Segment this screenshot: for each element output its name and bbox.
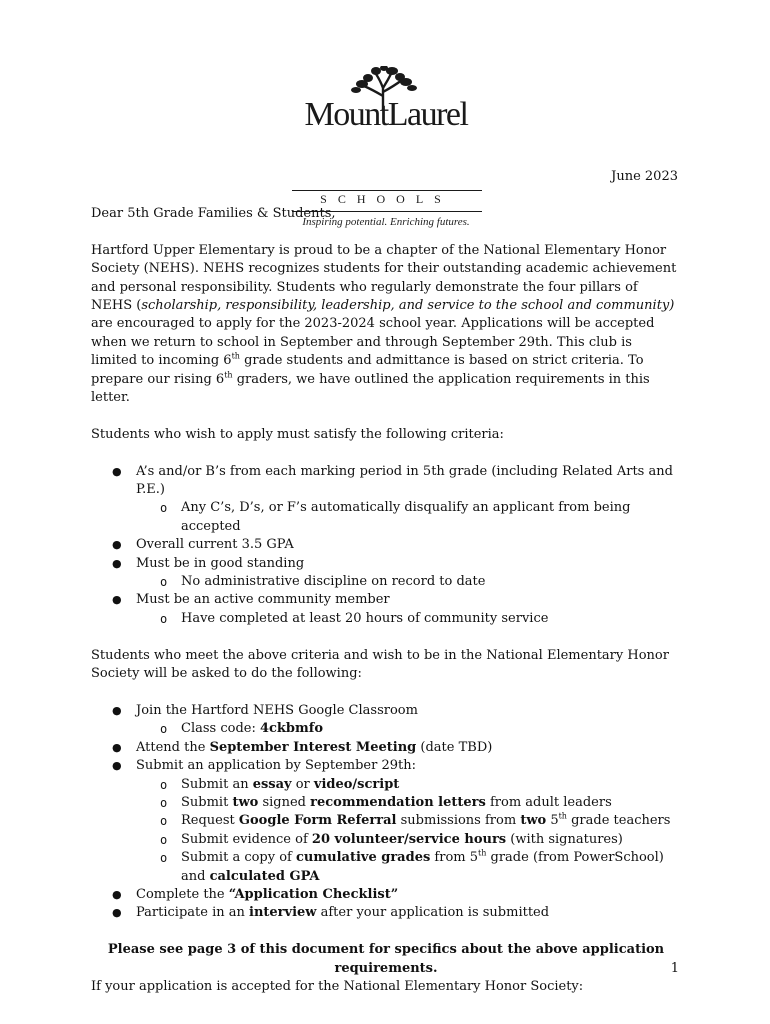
list-item-text: Attend the [136,739,210,755]
criteria-list [91,463,681,629]
logo-tagline: Inspiring potential. Enriching futures. [302,216,470,228]
superscript: th [224,370,233,380]
bold-text: video/script [313,776,400,792]
list-item-text: Class code: [181,721,260,737]
bullet-icon: ● [112,740,122,754]
bullet-icon: ● [112,703,122,717]
list-item [91,591,681,609]
list-item [91,610,681,628]
superscript: th [231,351,240,361]
list-item [91,776,681,794]
list-item-text: Complete the [136,886,229,902]
sub-bullet-icon: o [160,851,168,866]
list-item [91,555,681,573]
logo-wordmark: MountLaurel [304,96,468,133]
list-item-text: A’s and/or B’s from each marking period in 5th grade (including Related Arts and P.E.) [136,463,673,498]
list-item-text: Request [181,813,239,829]
criteria-intro: Students who wish to apply must satisfy the following criteria: [91,426,504,442]
sub-bullet-icon: o [160,722,168,737]
list-item-text: submissions from [396,813,521,829]
list-item [91,536,681,554]
bullet-icon: ● [112,538,122,552]
list-item-text: (date TBD) [416,739,493,755]
list-item-text: Must be an active community member [136,592,390,608]
bold-text: Google Form Referral [238,813,397,829]
list-item [91,702,681,720]
list-item-text: Submit evidence of [181,831,312,847]
intro-text: are encouraged to apply for the 2023-2024 school year. Applications will be accepted when we return to school in September and through September 29th. This club is limited to incoming 6 [91,316,655,369]
list-item-text: Submit an application by September 29th: [136,758,416,774]
list-item [91,463,681,500]
list-item-text: No administrative discipline on record to date [181,574,486,590]
bold-text: September Interest Meeting [209,739,417,755]
intro-text: Hartford Upper Elementary is proud to be a chapter of the National Elementary Honor Society (NEHS). NEHS recognizes students for their outstanding academic achievement and personal responsibility. Students who regularly demonstrate the four pillars of NEHS ( [91,242,677,314]
steps-list [91,702,681,923]
greeting: Dear 5th Grade Families & Students, [91,206,336,221]
list-item [91,720,681,738]
letter-body [91,205,681,996]
superscript: th [478,848,487,858]
list-item-text: (with signatures) [506,831,623,847]
bullet-icon: ● [112,887,122,901]
list-item [91,739,681,757]
logo-rule-top [292,190,482,191]
bullet-icon: ● [112,464,122,478]
list-item [91,757,681,775]
list-item [91,904,681,922]
list-item [91,849,681,886]
bold-text: two [232,794,259,810]
bullet-icon: ● [112,556,122,570]
list-item [91,573,681,591]
sub-bullet-icon: o [160,795,168,810]
bullet-icon: ● [112,593,122,607]
bold-text: 20 volunteer/service hours [311,831,507,847]
sub-bullet-icon: o [160,777,168,792]
list-item-text: after your application is submitted [316,905,550,921]
bold-text: recommendation letters [310,794,486,810]
bullet-icon: ● [112,759,122,773]
bold-text: “Application Checklist” [228,886,399,902]
sub-bullet-icon: o [160,575,168,590]
list-item-text: from adult leaders [485,794,612,810]
list-item-text: grade teachers [566,813,671,829]
logo-schools: SCHOOLS [320,192,452,206]
bullet-icon: ● [112,906,122,920]
bold-text: interview [249,905,317,921]
accepted-line: If your application is accepted for the National Elementary Honor Society: [91,978,584,994]
intro-text: grade students and admittance is based on strict criteria. To prepare our rising 6 [91,353,644,387]
list-item-text: Submit an [181,776,253,792]
notice: Please see page 3 of this document for specifics about the above application requirements. [107,942,665,976]
sub-bullet-icon: o [160,501,168,516]
letter-date: June 2023 [611,169,678,184]
school-logo [286,66,486,228]
list-item-text: Overall current 3.5 GPA [136,537,294,553]
bold-text: cumulative grades [296,850,431,866]
sub-bullet-icon: o [160,611,168,626]
list-item-text: 5 [546,813,559,829]
list-item-text: or [291,776,314,792]
bold-text: calculated GPA [209,868,320,884]
page-number: 1 [670,961,679,976]
sub-bullet-icon: o [160,814,168,829]
list-item-text: Submit a copy of [181,850,297,866]
intro-paragraph [91,242,681,408]
superscript: th [558,812,567,821]
intro-text: graders, we have outlined the application requirements in this letter. [91,371,650,406]
list-item [91,499,681,536]
class-code: 4ckbmfo [259,721,324,737]
bold-text: two [520,813,547,829]
list-item-text: Must be in good standing [136,555,305,571]
steps-intro: Students who meet the above criteria and wish to be in the National Elementary Honor Society will be asked to do the following: [91,647,669,682]
sub-bullet-icon: o [160,832,168,847]
list-item-text: Submit [181,794,233,810]
list-item-text: grade (from PowerSchool) and [181,850,664,884]
list-item [91,886,681,904]
list-item [91,794,681,812]
bold-text: essay [252,776,292,792]
list-item-text: signed [258,794,311,810]
intro-pillars: scholarship, responsibility, leadership, and service to the school and community) [141,298,675,314]
list-item [91,831,681,849]
list-item-text: Participate in an [136,905,249,921]
list-item-text: Join the Hartford NEHS Google Classroom [136,702,418,718]
list-item [91,812,681,830]
list-item-text: Any C’s, D’s, or F’s automatically disqualify an applicant from being accepted [181,500,631,534]
list-item-text: from 5 [430,850,479,866]
list-item-text: Have completed at least 20 hours of community service [181,610,549,626]
